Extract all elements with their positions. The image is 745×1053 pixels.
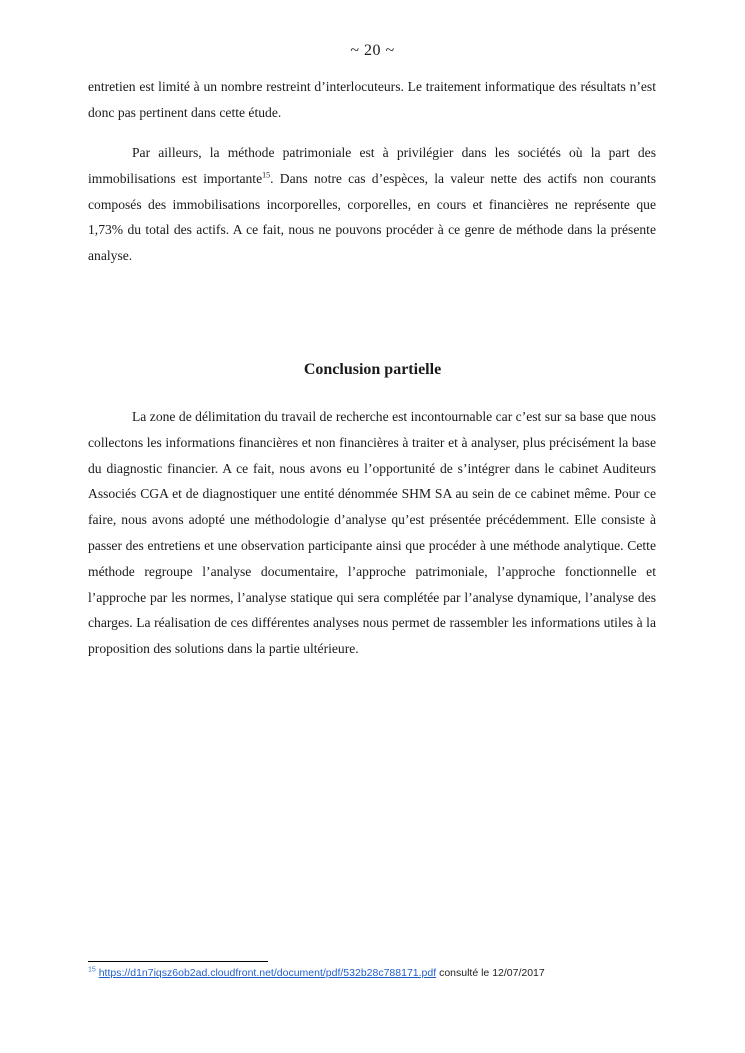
paragraph-text-end: . Dans notre cas d’espèces, la valeur nette des actifs non courants composés des immobilisations incorporelles, corporelles, en cours et financières ne représente que 1,73% du total des actifs. A ce fait, nous ne pouvons procéder à ce genre de méthode dans la présente analyse. <box>88 170 656 264</box>
footnote-reference[interactable]: 15 <box>262 170 271 180</box>
paragraph-text <box>88 140 656 269</box>
paragraph-text: La zone de délimitation du travail de recherche est incontournable car c’est sur sa base que nous collectons les informations financières et non financières à traiter et à analyser, plus précisément la base du diagnostic financier. A ce fait, nous avons eu l’opportunité de s’intégrer dans le cabinet Auditeurs Associés CGA et de diagnostiquer une entité dénommée SHM SA au sein de ce cabinet même. Pour ce faire, nous avons adopté une méthodologie d’analyse qu’est présentée précédemment. Elle consiste à passer des entretiens et une observation participante ainsi que procéder à une méthode analytique. Cette méthode regroupe l’analyse documentaire, l’approche patrimoniale, l’approche fonctionnelle et l’approche par les normes, l’analyse statique qui sera complétée par l’analyse dynamique, l’analyse des charges. La réalisation de ces différentes analyses nous permet de rassembler les informations utiles à la proposition des solutions dans la partie ultérieure. <box>88 409 656 657</box>
section-heading: Conclusion partielle <box>303 361 442 378</box>
footnote-suffix: consulté le 12/07/2017 <box>436 967 545 979</box>
footnote-link[interactable]: https://d1n7iqsz6ob2ad.cloudfront.net/document/pdf/532b28c788171.pdf <box>98 967 437 979</box>
paragraph-continued <box>88 74 656 126</box>
footnote <box>88 967 688 979</box>
page-number: ~ 20 ~ <box>350 42 395 59</box>
paragraph-text: entretien est limité à un nombre restreint d’interlocuteurs. Le traitement informatique des résultats n’est donc pas pertinent dans cette étude. <box>88 79 656 120</box>
footnote-separator <box>88 961 268 962</box>
footnote-marker: 15 <box>88 966 96 974</box>
conclusion-paragraph <box>88 404 656 662</box>
paragraph-text-start: Par ailleurs, la méthode patrimoniale est à privilégier dans les sociétés où la part des immobilisations est importante <box>88 145 656 186</box>
paragraph-patrimoniale <box>88 140 656 269</box>
